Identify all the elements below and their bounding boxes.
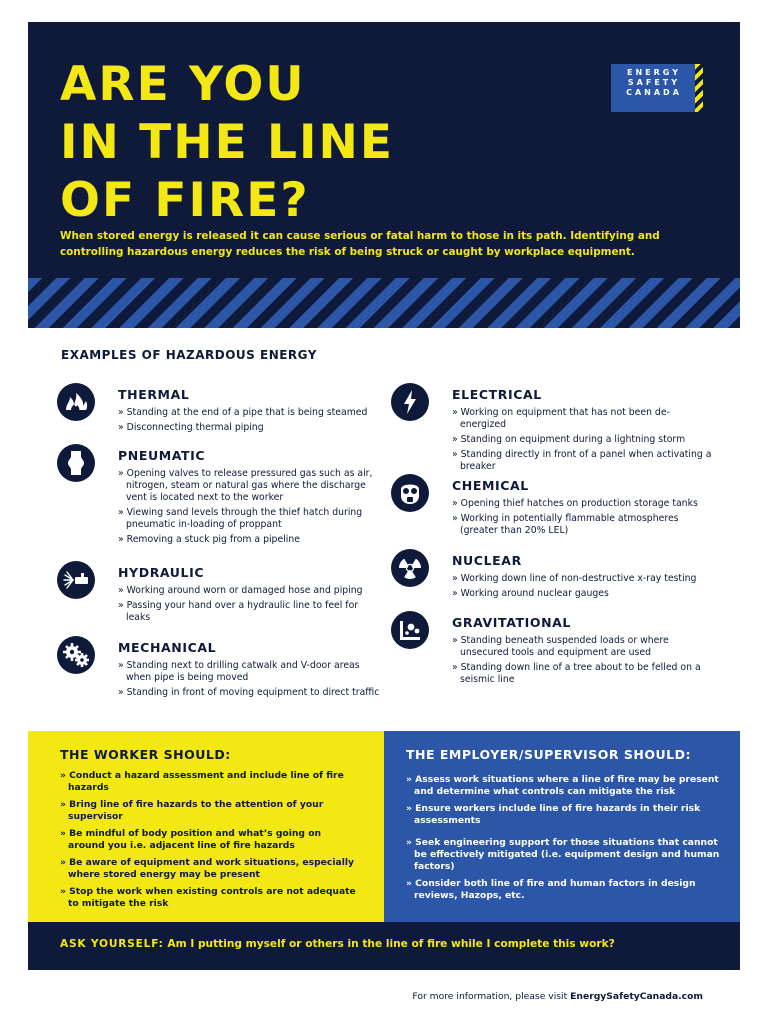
logo-hazard-stripe — [695, 64, 703, 112]
flame-icon — [57, 383, 95, 421]
pipe-icon — [57, 444, 95, 482]
list-item: » Disconnecting thermal piping — [118, 422, 380, 434]
footer-text: For more information, please visit — [412, 991, 571, 1002]
lightning-icon — [391, 383, 429, 421]
ask-yourself-question: Am I putting myself or others in the line of fire while I complete this work? — [167, 938, 615, 950]
employer-list — [406, 774, 726, 907]
list-item: » Standing beneath suspended loads or where unsecured tools and equipment are used — [452, 635, 714, 659]
employer-responsibilities — [384, 731, 740, 922]
worker-list — [60, 770, 360, 915]
list-item: » Working down line of non-destructive x-ray testing — [452, 573, 714, 585]
list-item: » Conduct a hazard assessment and include line of fire hazards — [60, 770, 360, 794]
hero-banner — [28, 22, 740, 328]
category-title: ELECTRICAL — [452, 387, 542, 402]
list-item: » Standing down line of a tree about to be felled on a seismic line — [452, 662, 714, 686]
ask-yourself-bar — [28, 922, 740, 970]
list-item: » Be mindful of body position and what’s going on around you i.e. adjacent line of fire hazards — [60, 828, 360, 852]
category-title: MECHANICAL — [118, 640, 217, 655]
gas-mask-icon — [391, 474, 429, 512]
list-item: » Working around nuclear gauges — [452, 588, 714, 600]
category-list — [118, 660, 380, 702]
logo-word: ENERGY — [627, 68, 681, 77]
employer-heading: THE EMPLOYER/SUPERVISOR SHOULD: — [406, 747, 691, 762]
list-item: » Standing at the end of a pipe that is being steamed — [118, 407, 380, 419]
category-title: THERMAL — [118, 387, 190, 402]
list-item: » Seek engineering support for those situations that cannot be effectively mitigated (i.e. equipment design and human factors) — [406, 837, 726, 873]
intro-text: When stored energy is released it can cause serious or fatal harm to those in its path. Identifying and controlling hazardous energy reduces the risk of being struck or caught by workplace equipment. — [60, 230, 660, 258]
category-title: GRAVITATIONAL — [452, 615, 571, 630]
title-line: ARE YOU — [60, 57, 306, 112]
falling-load-icon — [391, 611, 429, 649]
ask-yourself-label: ASK YOURSELF: — [60, 938, 164, 950]
list-item: » Standing in front of moving equipment to direct traffic — [118, 687, 380, 699]
gears-icon — [57, 636, 95, 674]
hydraulic-spray-icon — [57, 561, 95, 599]
category-list — [118, 407, 380, 437]
category-title: HYDRAULIC — [118, 565, 205, 580]
website-link[interactable]: EnergySafetyCanada.com — [570, 991, 703, 1002]
list-item: » Standing next to drilling catwalk and V-door areas when pipe is being moved — [118, 660, 380, 684]
list-item: » Stop the work when existing controls are not adequate to mitigate the risk — [60, 886, 360, 910]
list-item: » Removing a stuck pig from a pipeline — [118, 534, 380, 546]
hazard-stripe-band — [28, 278, 740, 328]
list-item: » Working around worn or damaged hose and piping — [118, 585, 380, 597]
category-list — [118, 468, 380, 549]
list-item: » Viewing sand levels through the thief hatch during pneumatic in-loading of proppant — [118, 507, 380, 531]
energy-safety-canada-logo — [611, 64, 703, 112]
category-list — [452, 573, 714, 603]
list-item: » Opening thief hatches on production storage tanks — [452, 498, 714, 510]
list-item: » Working in potentially flammable atmospheres (greater than 20% LEL) — [452, 513, 714, 537]
list-item: » Bring line of fire hazards to the attention of your supervisor — [60, 799, 360, 823]
category-list — [452, 498, 714, 540]
examples-heading: EXAMPLES OF HAZARDOUS ENERGY — [61, 348, 317, 362]
ask-yourself-line — [60, 938, 615, 950]
category-list — [452, 407, 714, 476]
footer-note — [412, 991, 703, 1002]
list-item: » Assess work situations where a line of fire may be present and determine what controls can mitigate the risk — [406, 774, 726, 798]
category-title: CHEMICAL — [452, 478, 529, 493]
category-title: NUCLEAR — [452, 553, 522, 568]
category-title: PNEUMATIC — [118, 448, 206, 463]
list-item: » Be aware of equipment and work situations, especially where stored energy may be present — [60, 857, 360, 881]
category-list — [118, 585, 380, 627]
list-item: » Consider both line of fire and human factors in design reviews, Hazops, etc. — [406, 878, 726, 902]
radiation-icon — [391, 549, 429, 587]
list-item: » Standing on equipment during a lightning storm — [452, 434, 714, 446]
title-line: IN THE LINE — [60, 115, 394, 170]
logo-word: SAFETY — [627, 78, 681, 87]
list-item: » Working on equipment that has not been de-energized — [452, 407, 714, 431]
category-list — [452, 635, 714, 689]
list-item: » Passing your hand over a hydraulic line to feel for leaks — [118, 600, 380, 624]
logo-word: CANADA — [626, 88, 682, 97]
list-item: » Standing directly in front of a panel when activating a breaker — [452, 449, 714, 473]
worker-heading: THE WORKER SHOULD: — [60, 747, 231, 762]
page-title — [60, 56, 394, 230]
list-item: » Opening valves to release pressured gas such as air, nitrogen, steam or natural gas where the discharge vent is located next to the worker — [118, 468, 380, 504]
list-item: » Ensure workers include line of fire hazards in their risk assessments — [406, 803, 726, 827]
title-line: OF FIRE? — [60, 173, 310, 228]
worker-responsibilities — [28, 731, 384, 922]
